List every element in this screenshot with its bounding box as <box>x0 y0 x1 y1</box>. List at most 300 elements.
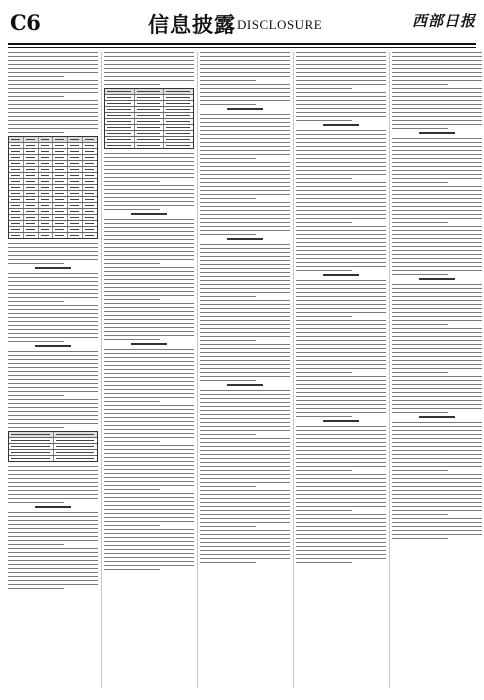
masthead-rule <box>8 43 476 45</box>
text-line <box>392 396 482 397</box>
text-line <box>296 554 386 555</box>
section-heading <box>419 416 455 418</box>
text-line <box>104 477 194 478</box>
text-line <box>104 235 194 236</box>
text-line <box>200 324 290 325</box>
text-line <box>8 301 64 302</box>
text-line <box>8 524 98 525</box>
text-line <box>8 482 98 483</box>
text-line <box>104 373 194 374</box>
text-line <box>200 360 290 361</box>
text-line <box>200 364 290 365</box>
table-cell <box>68 155 83 160</box>
text-line <box>8 273 98 274</box>
text-line <box>8 391 98 392</box>
text-line <box>392 336 482 337</box>
table-cell <box>53 227 68 232</box>
text-line <box>200 394 290 395</box>
table-cell <box>39 185 54 190</box>
text-line <box>8 544 64 545</box>
text-line <box>104 569 160 570</box>
table-cell <box>39 209 54 214</box>
text-line <box>104 319 194 320</box>
text-line <box>104 327 194 328</box>
table-cell <box>105 131 135 136</box>
text-line <box>296 466 386 467</box>
table-cell <box>9 137 24 142</box>
table-cell <box>24 209 39 214</box>
text-line <box>392 266 482 267</box>
text-line <box>200 410 290 411</box>
text-line <box>104 421 194 422</box>
text-line <box>8 528 98 529</box>
text-line <box>392 166 482 167</box>
text-line <box>8 259 98 260</box>
text-line <box>296 462 386 463</box>
text-line <box>200 222 290 223</box>
text-line <box>392 234 482 235</box>
text-line <box>8 329 98 330</box>
text-line <box>392 52 482 53</box>
text-line <box>8 564 98 565</box>
text-line <box>392 450 482 451</box>
text-line <box>200 92 290 93</box>
text-line <box>104 193 194 194</box>
table-cell <box>68 143 83 148</box>
table-cell <box>24 203 39 208</box>
text-line <box>104 153 194 154</box>
table-cell <box>83 143 97 148</box>
text-line <box>296 364 386 365</box>
text-line <box>8 251 98 252</box>
table-cell <box>53 143 68 148</box>
text-line <box>392 332 482 333</box>
text-line <box>296 266 386 267</box>
text-line <box>104 60 194 61</box>
table-cell <box>68 227 83 232</box>
text-line <box>296 416 352 417</box>
text-block <box>104 493 194 526</box>
text-line <box>392 222 448 223</box>
table-cell <box>53 149 68 154</box>
data-table <box>8 431 98 462</box>
newspaper-logo: 西部日报 <box>411 12 476 30</box>
text-line <box>8 419 98 420</box>
text-line <box>392 100 482 101</box>
text-line <box>104 497 194 498</box>
text-line <box>8 52 98 53</box>
text-line <box>104 509 194 510</box>
text-line <box>296 56 386 57</box>
text-line <box>104 461 194 462</box>
text-line <box>296 214 386 215</box>
text-line <box>200 182 290 183</box>
text-line <box>392 514 448 515</box>
text-line <box>200 434 256 435</box>
text-line <box>200 470 290 471</box>
table-row <box>9 233 97 238</box>
text-block <box>392 186 482 223</box>
text-line <box>296 478 386 479</box>
text-block <box>200 438 290 487</box>
text-line <box>104 161 194 162</box>
section-heading <box>323 124 359 126</box>
text-line <box>8 285 98 286</box>
text-line <box>296 130 386 131</box>
text-block <box>104 153 194 182</box>
text-block <box>104 529 194 570</box>
text-line <box>392 304 482 305</box>
text-line <box>200 218 290 219</box>
table-cell <box>9 233 24 238</box>
table-cell <box>68 161 83 166</box>
text-line <box>104 227 194 228</box>
data-table <box>104 88 194 149</box>
text-line <box>296 92 386 93</box>
text-line <box>200 100 290 101</box>
text-line <box>200 348 290 349</box>
text-line <box>296 400 386 401</box>
text-line <box>104 353 194 354</box>
text-line <box>392 388 482 389</box>
text-line <box>392 522 482 523</box>
text-line <box>200 466 290 467</box>
text-line <box>8 411 98 412</box>
text-block <box>104 303 194 340</box>
text-line <box>8 520 98 521</box>
section-heading <box>323 420 359 422</box>
text-line <box>296 170 386 171</box>
text-line <box>104 165 194 166</box>
text-line <box>8 415 98 416</box>
text-block <box>104 405 194 442</box>
text-line <box>296 442 386 443</box>
table-cell <box>68 221 83 226</box>
text-line <box>392 438 482 439</box>
text-line <box>392 284 482 285</box>
table-row <box>105 143 193 148</box>
text-line <box>104 529 194 530</box>
text-line <box>392 300 482 301</box>
text-line <box>8 297 98 298</box>
text-line <box>8 112 98 113</box>
text-block <box>296 226 386 271</box>
table-cell <box>9 173 24 178</box>
text-block <box>200 390 290 435</box>
text-line <box>200 418 290 419</box>
table-cell <box>164 137 193 142</box>
text-line <box>392 434 482 435</box>
text-line <box>392 182 448 183</box>
text-block <box>8 351 98 396</box>
text-line <box>104 80 194 81</box>
text-line <box>296 546 386 547</box>
text-line <box>296 404 386 405</box>
text-block <box>8 243 98 264</box>
text-line <box>392 274 448 275</box>
text-line <box>296 210 386 211</box>
table-cell <box>24 215 39 220</box>
table-cell <box>83 209 97 214</box>
text-line <box>104 259 194 260</box>
table-cell <box>135 131 165 136</box>
text-line <box>8 502 64 503</box>
text-line <box>8 359 98 360</box>
text-line <box>200 344 290 345</box>
text-line <box>296 316 352 317</box>
table-cell <box>39 215 54 220</box>
text-block <box>392 226 482 275</box>
text-line <box>8 427 64 428</box>
table-cell <box>164 101 193 106</box>
table-cell <box>9 227 24 232</box>
text-line <box>104 287 194 288</box>
table-cell <box>54 438 98 443</box>
text-line <box>392 214 482 215</box>
table-cell <box>53 173 68 178</box>
text-line <box>392 392 482 393</box>
text-line <box>104 243 194 244</box>
section-heading <box>227 238 263 240</box>
table-cell <box>83 155 97 160</box>
table-cell <box>83 149 97 154</box>
table-cell <box>83 173 97 178</box>
table-cell <box>105 137 135 142</box>
text-line <box>392 482 482 483</box>
text-line <box>8 367 98 368</box>
text-line <box>296 376 386 377</box>
text-line <box>392 328 482 329</box>
text-line <box>200 280 290 281</box>
text-line <box>104 331 194 332</box>
text-line <box>104 335 194 336</box>
text-block <box>8 100 98 133</box>
table-cell <box>83 167 97 172</box>
text-block <box>392 328 482 373</box>
table-cell <box>164 119 193 124</box>
text-block <box>296 474 386 511</box>
text-line <box>392 108 482 109</box>
text-line <box>296 336 386 337</box>
text-line <box>8 355 98 356</box>
text-line <box>392 446 482 447</box>
table-cell <box>164 95 193 100</box>
text-line <box>200 186 290 187</box>
text-line <box>200 558 290 559</box>
text-line <box>200 158 256 159</box>
masthead <box>8 8 476 42</box>
text-line <box>104 251 194 252</box>
text-line <box>104 173 194 174</box>
text-line <box>392 238 482 239</box>
text-line <box>296 392 386 393</box>
text-line <box>8 76 64 77</box>
text-line <box>392 88 482 89</box>
text-line <box>200 96 290 97</box>
table-cell <box>54 444 98 449</box>
text-line <box>392 76 482 77</box>
text-line <box>200 398 290 399</box>
text-line <box>392 324 448 325</box>
text-line <box>200 84 290 85</box>
text-line <box>296 280 386 281</box>
text-line <box>392 498 482 499</box>
table-cell <box>83 197 97 202</box>
section-heading <box>131 343 167 345</box>
text-line <box>392 92 482 93</box>
table-cell <box>24 191 39 196</box>
text-line <box>200 422 290 423</box>
text-line <box>296 108 386 109</box>
text-line <box>200 442 290 443</box>
table-cell <box>164 131 193 136</box>
text-line <box>392 194 482 195</box>
text-block <box>296 320 386 373</box>
table-cell <box>83 179 97 184</box>
text-block <box>200 84 290 105</box>
text-block <box>104 219 194 264</box>
text-line <box>392 254 482 255</box>
text-line <box>296 470 352 471</box>
text-line <box>8 536 98 537</box>
text-line <box>200 430 290 431</box>
table-cell <box>24 233 39 238</box>
table-cell <box>68 179 83 184</box>
text-line <box>392 112 482 113</box>
table-cell <box>9 456 54 461</box>
table-cell <box>9 179 24 184</box>
text-line <box>296 384 386 385</box>
text-line <box>392 400 482 401</box>
text-line <box>200 230 290 231</box>
text-line <box>8 92 98 93</box>
text-line <box>296 396 386 397</box>
text-line <box>392 422 482 423</box>
table-cell <box>9 143 24 148</box>
text-line <box>104 255 194 256</box>
text-line <box>104 493 194 494</box>
text-line <box>296 238 386 239</box>
text-line <box>392 526 482 527</box>
text-line <box>296 84 386 85</box>
text-line <box>200 256 290 257</box>
text-block <box>200 344 290 381</box>
text-line <box>200 52 290 53</box>
text-line <box>8 568 98 569</box>
text-line <box>296 408 386 409</box>
text-line <box>200 336 290 337</box>
text-line <box>104 197 194 198</box>
text-line <box>200 312 290 313</box>
table-cell <box>53 137 68 142</box>
text-block <box>296 514 386 563</box>
text-line <box>392 242 482 243</box>
table-cell <box>53 215 68 220</box>
text-line <box>200 60 290 61</box>
text-line <box>296 538 386 539</box>
text-line <box>296 258 386 259</box>
text-line <box>8 403 98 404</box>
table-cell <box>83 221 97 226</box>
text-line <box>200 514 290 515</box>
text-line <box>392 162 482 163</box>
text-line <box>104 275 194 276</box>
text-line <box>200 178 290 179</box>
text-line <box>392 128 448 129</box>
text-line <box>104 457 194 458</box>
table-row <box>9 456 97 461</box>
text-line <box>8 494 98 495</box>
text-block <box>200 114 290 159</box>
text-line <box>8 572 98 573</box>
text-line <box>296 96 386 97</box>
text-line <box>200 146 290 147</box>
text-block <box>392 376 482 413</box>
text-line <box>392 292 482 293</box>
text-line <box>200 166 290 167</box>
text-line <box>296 104 386 105</box>
text-line <box>8 341 64 342</box>
text-line <box>392 142 482 143</box>
text-line <box>8 399 98 400</box>
text-line <box>392 64 482 65</box>
text-line <box>200 72 290 73</box>
text-line <box>392 426 482 427</box>
text-line <box>8 580 98 581</box>
text-line <box>104 381 194 382</box>
text-line <box>296 458 386 459</box>
text-line <box>8 584 98 585</box>
text-line <box>200 138 290 139</box>
text-line <box>392 154 482 155</box>
text-line <box>296 510 352 511</box>
text-line <box>8 68 98 69</box>
text-line <box>200 390 290 391</box>
table-cell <box>9 438 54 443</box>
table-cell <box>135 107 165 112</box>
text-line <box>392 470 448 471</box>
text-line <box>296 304 386 305</box>
text-line <box>8 363 98 364</box>
table-cell <box>53 161 68 166</box>
text-line <box>104 72 194 73</box>
table-cell <box>68 167 83 172</box>
text-line <box>8 263 64 264</box>
text-line <box>296 530 386 531</box>
table-cell <box>135 137 165 142</box>
text-line <box>392 138 482 139</box>
text-line <box>8 375 98 376</box>
table-cell <box>9 155 24 160</box>
text-line <box>392 316 482 317</box>
text-line <box>296 356 386 357</box>
text-line <box>392 170 482 171</box>
text-line <box>8 470 98 471</box>
text-line <box>104 84 160 85</box>
text-line <box>296 262 386 263</box>
text-line <box>104 541 194 542</box>
text-line <box>296 198 386 199</box>
text-line <box>392 478 482 479</box>
text-line <box>296 368 386 369</box>
text-line <box>8 423 98 424</box>
text-line <box>392 462 482 463</box>
table-cell <box>53 155 68 160</box>
table-cell <box>39 233 54 238</box>
text-line <box>296 288 386 289</box>
text-line <box>200 296 256 297</box>
text-line <box>392 210 482 211</box>
